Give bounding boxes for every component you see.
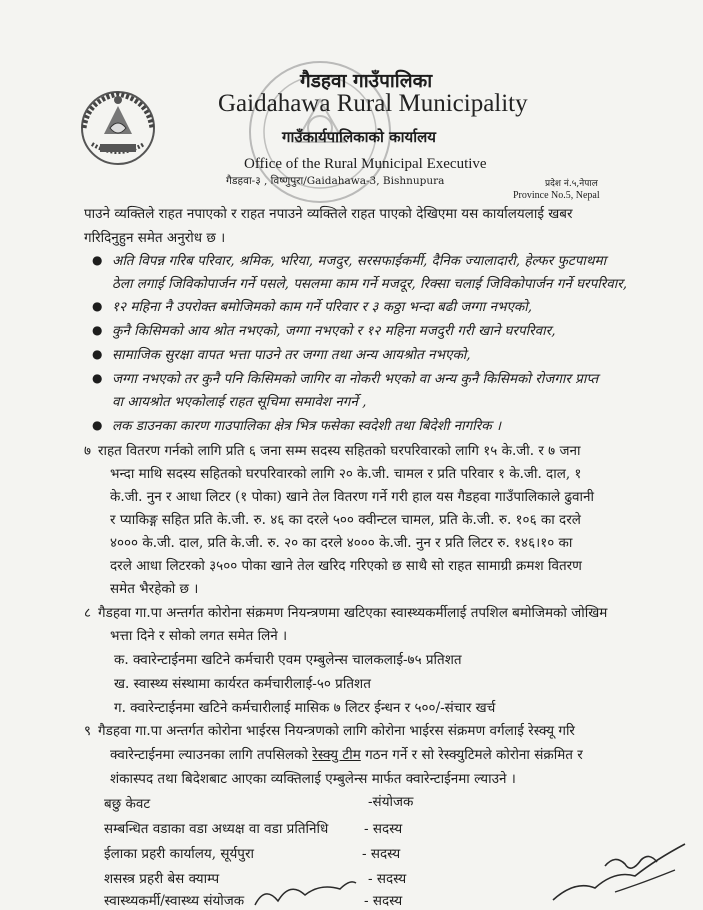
point-9-number: ९: [84, 723, 92, 739]
point-7-line-4: र प्याकिङ्ग सहित प्रति के.जी. रु. ४६ का दरले ५०० क्वीन्टल चामल, प्रति के.जी. रु. १०६ का दरले: [110, 512, 581, 528]
province-english: Province No.5, Nepal: [513, 190, 600, 201]
municipality-name-english: Gaidahawa Rural Municipality: [218, 90, 528, 117]
point-7-number: ७: [84, 443, 92, 459]
point-8-item-kha: ख. स्वास्थ्य संस्थामा कार्यरत कर्मचारीलाई-५० प्रतिशत: [114, 676, 371, 692]
municipality-name-nepali: गैडहवा गाउँपालिका: [300, 70, 433, 92]
handwritten-signature-2: [250, 875, 360, 910]
point-8-item-ga: ग. क्वारेन्टाईनमा खटिने कर्मचारीलाई मासिक ७ लिटर ईन्धन र ५००/-संचार खर्च: [114, 700, 496, 716]
team-member-5: स्वास्थ्यकर्मी/स्वास्थ्य संयोजक: [104, 893, 245, 909]
point-7-line-3: के.जी. नुन र आधा लिटर (१ पोका) खाने तेल वितरण गर्ने गरी हाल यस गैडहवा गाउँपालिकाले ढुवानी: [110, 489, 595, 505]
point-7-line-6: दरले आधा लिटरको ३५०० पोका खाने तेल खरिद गरिएको छ साथै सो राहत सामाग्री क्रमश वितरण: [110, 558, 582, 574]
bullet-5-line-2: वा आयश्रोत भएकोलाई राहत सूचिमा समावेश नगर्ने ,: [112, 394, 367, 410]
nepal-emblem-logo: [78, 88, 158, 168]
office-name-nepali: गाउँकार्यपालिकाको कार्यालय: [282, 128, 437, 146]
bullet-1-line-1: अति विपन्न गरिब परिवार, श्रमिक, भरिया, मजदुर, सरसफाईकर्मी, दैनिक ज्यालादारी, हेल्फर फुटपाथमा: [112, 253, 607, 269]
point-7-line-7: समेत भैरहेको छ ।: [110, 581, 199, 597]
point-7-line-5: ४००० के.जी. दाल, प्रति के.जी. रु. २० का दरले ४००० के.जी. नुन र प्रति लिटर रु. १४६।१० का: [110, 535, 573, 551]
bullet-dot-icon: ●: [92, 418, 103, 432]
team-role-4: - सदस्य: [368, 871, 407, 887]
intro-line-1: पाउने व्यक्तिले राहत नपाएको र राहत नपाउने व्यक्तिले राहत पाएको देखिएमा यस कार्यालयलाई खबर: [84, 206, 573, 222]
team-role-1: -संयोजक: [368, 794, 414, 810]
point-9-line-2: क्वारेन्टाईनमा ल्याउनका लागि तपसिलको रेस्क्यु टीम गठन गर्ने र सो रेस्क्युटिमले कोरोना संक्रमित र: [110, 747, 583, 763]
point-7-line-1: राहत वितरण गर्नको लागि प्रति ६ जना सम्म सदस्य सहितको घरपरिवारको लागि १५ के.जी. र ७ जना: [98, 443, 581, 459]
team-member-4: शसस्त्र प्रहरी बेस क्याम्प: [104, 871, 220, 887]
team-role-5: - सदस्य: [364, 893, 403, 909]
bullet-2: १२ महिना नै उपरोक्त बमोजिमको काम गर्ने परिवार र ३ कठ्ठा भन्दा बढी जग्गा नभएको,: [112, 299, 533, 315]
point-9-line-1: गैडहवा गा.पा अन्तर्गत कोरोना भाईरस नियन्त्रणको लागि कोरोना भाईरस संक्रमण वर्गलाई रेस्क्यू गरि: [98, 723, 575, 739]
bullet-1-line-2: ठेला लगाई जिविकोपार्जन गर्ने पसले, पसलमा काम गर्ने मजदूर, रिक्सा चलाई जिविकोपार्जन गर्ने घरपरिवार,: [112, 276, 628, 292]
point-8-line-2: भत्ता दिने र सोको लगत समेत लिने ।: [110, 628, 288, 644]
office-address: गैडहवा-३ , विष्णुपुरा/Gaidahawa-3, Bishnupura: [226, 175, 445, 187]
team-member-1: बछु केवट: [104, 796, 151, 812]
point-8-number: ८: [84, 605, 92, 621]
bullet-3: कुनै किसिमको आय श्रोत नभएको, जग्गा नभएको र १२ महिना मजदुरी गरी खाने घरपरिवार,: [112, 323, 556, 339]
point-8-line-1: गैडहवा गा.पा अन्तर्गत कोरोना संक्रमण नियन्त्रणमा खटिएका स्वास्थ्यकर्मीलाई तपशिल बमोजिमको जोखिम: [98, 605, 608, 621]
team-role-3: - सदस्य: [362, 846, 401, 862]
point-7-line-2: भन्दा माथि सदस्य सहितको घरपरिवारको लागि २० के.जी. चामल र प्रति परिवार १ के.जी. दाल, १: [110, 466, 582, 482]
bullet-4: सामाजिक सुरक्षा वापत भत्ता पाउने तर जग्गा तथा अन्य आयश्रोत नभएको,: [112, 347, 471, 363]
team-role-2: - सदस्य: [364, 821, 403, 837]
bullet-dot-icon: ●: [92, 371, 103, 385]
point-9-line-3: शंकास्पद तथा बिदेशबाट आएका व्यक्तिलाई एम्बुलेन्स मार्फत क्वारेन्टाईनमा ल्याउने ।: [110, 771, 516, 787]
team-member-3: ईलाका प्रहरी कार्यालय, सूर्यपुरा: [104, 846, 254, 862]
bullet-dot-icon: ●: [92, 253, 103, 267]
province-nepali: प्रदेश नं.५,नेपाल: [545, 179, 598, 189]
bullet-5-line-1: जग्गा नभएको तर कुनै पनि किसिमको जागिर वा नोकरी भएको वा अन्य कुनै किसिमको रोजगार प्राप्त: [112, 371, 599, 387]
bullet-dot-icon: ●: [92, 347, 103, 361]
team-member-2: सम्बन्धित वडाका वडा अध्यक्ष वा वडा प्रतिनिधि: [104, 821, 329, 837]
office-name-english: Office of the Rural Municipal Executive: [244, 156, 487, 172]
bullet-6: लक डाउनका कारण गाउपालिका क्षेत्र भित्र फसेका स्वदेशी तथा बिदेशी नागरिक ।: [112, 418, 502, 434]
intro-line-2: गरिदिनुहुन समेत अनुरोध छ ।: [84, 230, 226, 246]
rescue-team-underlined: रेस्क्यु टीम: [312, 747, 361, 763]
bullet-dot-icon: ●: [92, 323, 103, 337]
point-8-item-ka: क. क्वारेन्टाईनमा खटिने कर्मचारी एवम एम्बुलेन्स चालकलाई-७५ प्रतिशत: [114, 652, 462, 668]
bullet-dot-icon: ●: [92, 299, 103, 313]
handwritten-signature: [545, 830, 695, 910]
